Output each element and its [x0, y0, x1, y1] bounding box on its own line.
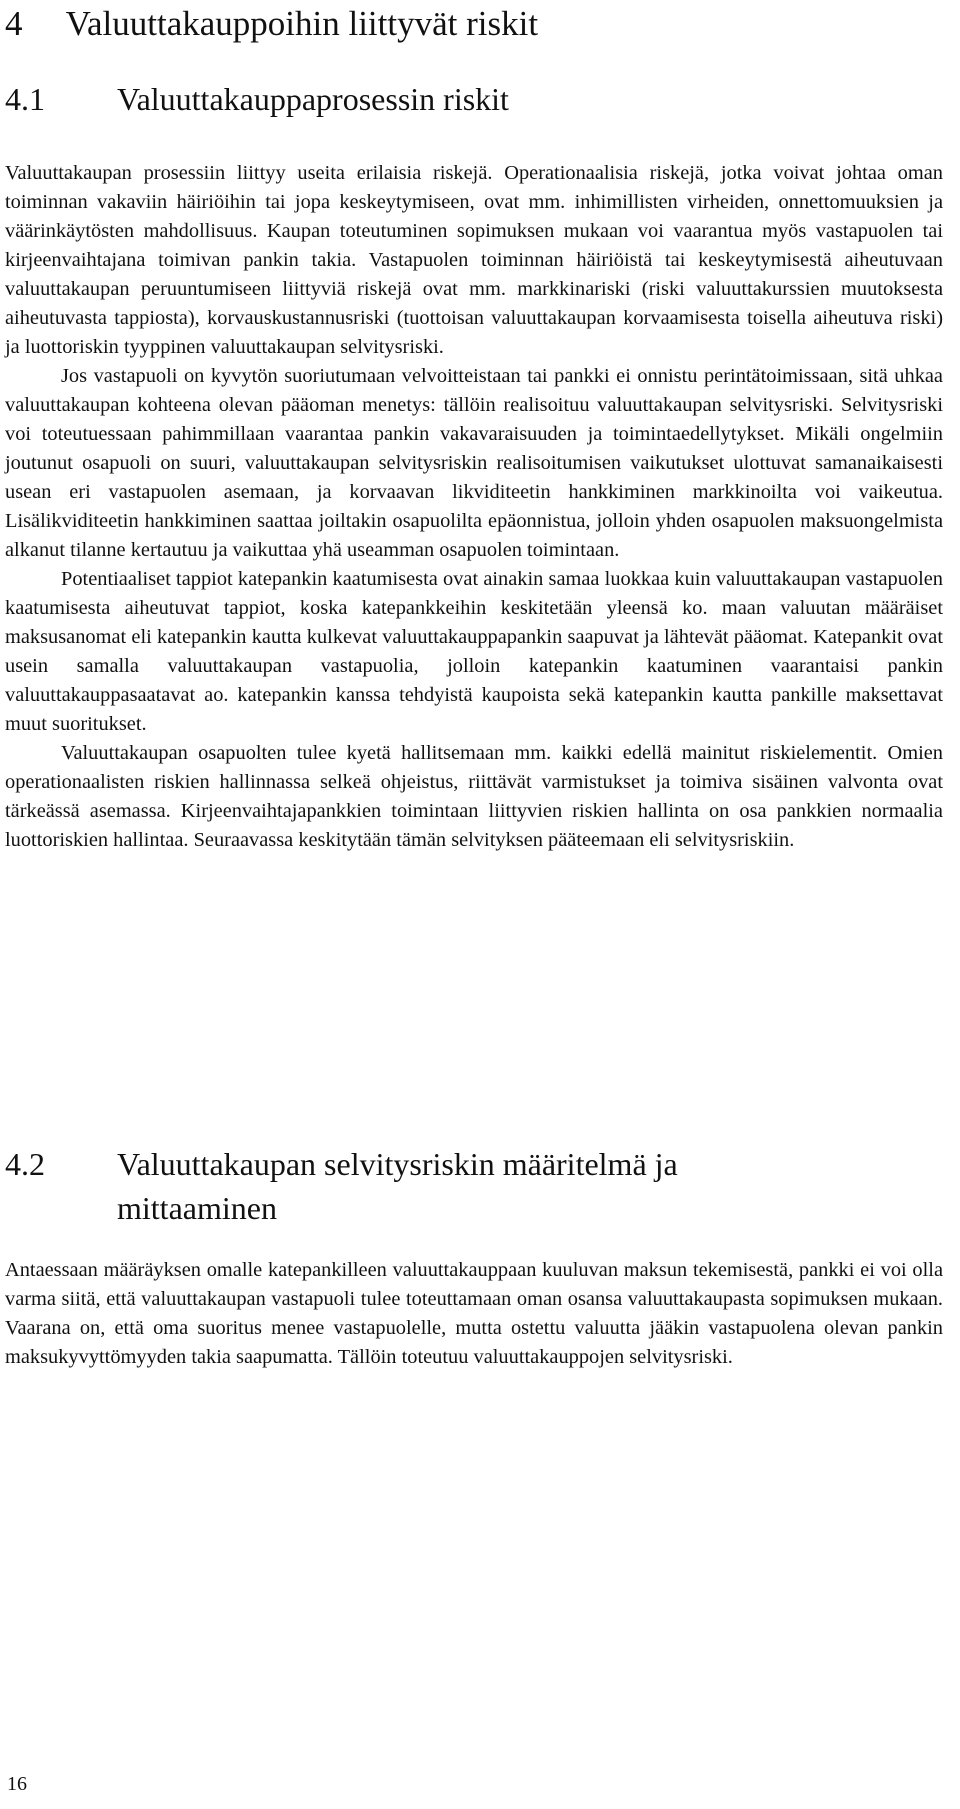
paragraph: Potentiaaliset tappiot katepankin kaatumisesta ovat ainakin samaa luokkaa kuin valuuttakaupan vastapuolen kaatumisesta aiheutuvat tappiot, koska katepankkeihin keskitetään yleensä ko. maan valuutan määräiset maksusanomat eli katepankin kautta kulkevat valuuttakauppapankin saapuvat ja lähtevät pääomat. Katepankit ovat usein samalla valuuttakaupan vastapuolia, jolloin katepankin kaatuminen vaarantaisi pankin valuuttakauppasaatavat ao. katepankin kanssa tehdyistä kaupoista sekä katepankin kautta pankille maksettavat muut suoritukset.: [5, 568, 943, 735]
paragraph: Valuuttakaupan prosessiin liittyy useita erilaisia riskejä. Operationaalisia riskejä, jotka voivat johtaa oman toiminnan vakaviin häiriöihin tai jopa keskeytymiseen, ovat mm. inhimillisten virheiden, onnettomuuksien ja väärinkäytösten mahdollisuus. Kaupan toteutuminen sopimuksen mukaan voi vaarantua myös vastapuolen tai kirjeenvaihtajana toimivan pankin takia. Vastapuolen toiminnan häiriöistä tai keskeytymisestä aiheutuvaan valuuttakaupan peruuntumiseen liittyviä riskejä ovat mm. markkinariski (riski valuuttakurssien muutoksesta aiheutuvasta tappiosta), korvauskustannusriski (tuottoisan valuuttakaupan korvaamisesta toisella aiheutuva riski) ja luottoriskin tyyppinen valuuttakaupan selvitysriski.: [5, 162, 943, 358]
section-4-1-body: [5, 159, 943, 855]
paragraph: Antaessaan määräyksen omalle katepankilleen valuuttakauppaan kuuluvan maksun tekemisestä, pankki ei voi olla varma siitä, että valuuttakaupan vastapuoli tulee toteuttamaan oman osansa valuuttakaupasta sopimuksen mukaan. Vaarana on, että oma suoritus menee vastapuolelle, mutta ostettu valuutta jääkin vastapuolena olevan pankin maksukyvyttömyyden takia saapumatta. Tällöin toteutuu valuuttakauppojen selvitysriski.: [5, 1259, 943, 1368]
section-number: 4.2: [5, 1146, 45, 1182]
page-number: 16: [7, 1773, 27, 1795]
paragraph: Valuuttakaupan osapuolten tulee kyetä hallitsemaan mm. kaikki edellä mainitut riskielementit. Omien operationaalisten riskien hallinnassa selkeä ohjeistus, riittävät varmistukset ja toimiva sisäinen valvonta ovat tärkeässä asemassa. Kirjeenvaihtajapankkien toimintaan liittyvien riskien hallinta on osa pankkien normaalia luottoriskien hallintaa. Seuraavassa keskitytään tämän selvityksen pääteemaan eli selvitysriskiin.: [5, 742, 943, 851]
chapter-heading: 4 Valuuttakauppoihin liittyvät riskit: [5, 4, 539, 43]
paragraph: Jos vastapuoli on kyvytön suoriutumaan velvoitteistaan tai pankki ei onnistu perintätoimissaan, sitä uhkaa valuuttakaupan kohteena olevan pääoman menetys: tällöin realisoituu valuuttakaupan selvitysriski. Selvitysriski voi toteutuessaan pahimmillaan vaarantaa pankin vakavaraisuuden ja toimintaedellytykset. Mikäli ongelmiin joutunut osapuoli on suuri, valuuttakaupan selvitysriskin realisoitumisen vaikutukset ulottuvat samanaikaisesti usean eri vastapuolen asemaan, ja korvaavan likviditeetin hankkiminen markkinoilta voi vaikeutua. Lisälikviditeetin hankkiminen saattaa joiltakin osapuolilta epäonnistua, jolloin yhden osapuolen maksuongelmista alkanut tilanne kertautuu ja vaikuttaa yhä useamman osapuolen toimintaan.: [5, 365, 943, 561]
section-4-2-body: [5, 1256, 943, 1372]
section-heading-4-1: [5, 80, 509, 118]
section-heading-4-2: [5, 1142, 817, 1230]
section-title: Valuuttakauppaprosessin riskit: [117, 81, 509, 117]
section-number: 4.1: [5, 81, 45, 117]
section-title: Valuuttakaupan selvitysriskin määritelmä ja mittaaminen: [117, 1146, 678, 1226]
